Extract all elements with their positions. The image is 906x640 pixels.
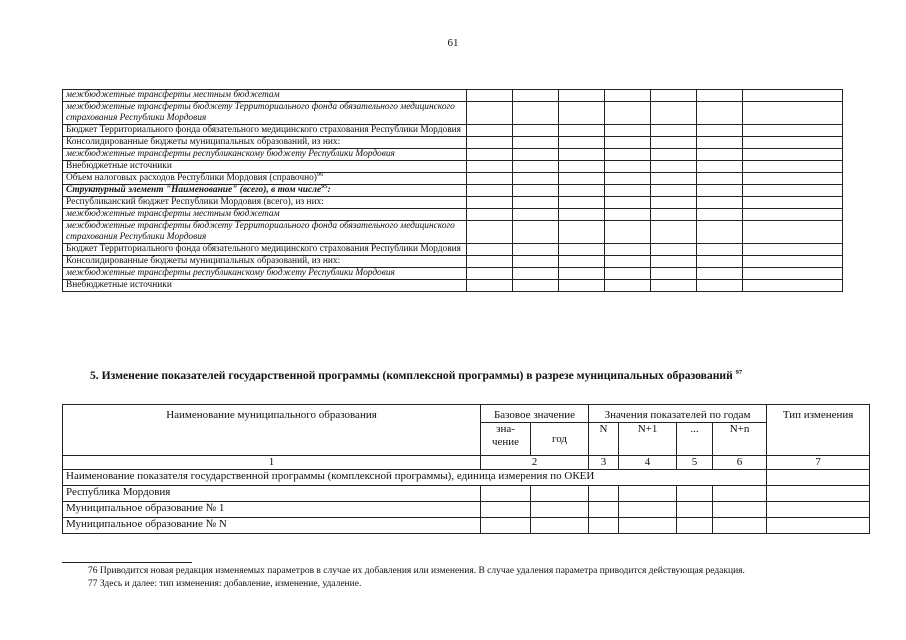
budget-cell [651,280,697,292]
column-number: 4 [619,456,677,470]
budget-cell [651,197,697,209]
budget-cell [697,256,743,268]
budget-cell [743,185,843,197]
budget-row [63,161,843,173]
budget-cell [467,244,513,256]
budget-cell [513,244,559,256]
header-year-n1: N+1 [619,423,677,456]
budget-cell [559,209,605,221]
budget-cell [697,197,743,209]
budget-cell [513,185,559,197]
header-values-by-year: Значения показателей по годам [589,405,767,423]
budget-cell [605,221,651,244]
budget-cell [467,125,513,137]
column-numbers-row [63,456,870,470]
budget-row-label: межбюджетные трансферты бюджету Территориального фонда обязательного медицинского страхования Республики Мордовия [63,221,467,244]
footnote-separator [62,562,192,563]
municipality-cell [767,518,870,534]
budget-table [62,89,843,292]
municipality-cell [677,518,713,534]
budget-cell [559,173,605,185]
budget-cell [467,280,513,292]
budget-cell [743,280,843,292]
budget-cell [559,256,605,268]
budget-cell [651,149,697,161]
municipality-name: Муниципальное образование № 1 [63,502,481,518]
budget-cell [651,102,697,125]
municipality-row [63,502,870,518]
budget-cell [467,161,513,173]
budget-row-label: Республиканский бюджет Республики Мордовия (всего), из них: [63,197,467,209]
budget-row-label: межбюджетные трансферты республиканскому бюджету Республики Мордовия [63,268,467,280]
budget-cell [697,268,743,280]
budget-cell [743,173,843,185]
municipality-cell [767,486,870,502]
budget-cell [605,268,651,280]
budget-cell [605,185,651,197]
budget-row [63,125,843,137]
municipality-cell [481,486,531,502]
budget-cell [743,268,843,280]
budget-cell [697,161,743,173]
budget-cell [513,125,559,137]
budget-cell [651,221,697,244]
budget-cell [605,125,651,137]
header-year: год [531,423,589,456]
budget-cell [697,149,743,161]
column-number: 2 [481,456,589,470]
budget-row-label: межбюджетные трансферты местным бюджетам [63,209,467,221]
budget-cell [605,137,651,149]
budget-cell [559,149,605,161]
budget-cell [559,244,605,256]
budget-row [63,244,843,256]
budget-cell [697,90,743,102]
budget-cell [651,209,697,221]
budget-cell [513,149,559,161]
municipality-name: Муниципальное образование № N [63,518,481,534]
budget-row-label: Внебюджетные источники [63,280,467,292]
budget-cell [559,125,605,137]
budget-cell [513,102,559,125]
budget-row [63,256,843,268]
indicator-row: Наименование показателя государственной программы (комплексной программы), единица измерения по ОКЕИ [63,470,767,486]
budget-row-label: межбюджетные трансферты бюджету Территориального фонда обязательного медицинского страхования Республики Мордовия [63,102,467,125]
budget-cell [743,197,843,209]
municipality-cell [531,518,589,534]
budget-cell [605,90,651,102]
header-year-nn: N+n [713,423,767,456]
budget-cell [651,90,697,102]
budget-cell [697,280,743,292]
municipality-cell [531,502,589,518]
budget-cell [467,90,513,102]
budget-row-label: Внебюджетные источники [63,161,467,173]
footnote-77: 77 Здесь и далее: тип изменения: добавление, изменение, удаление. [88,579,362,589]
budget-cell [651,244,697,256]
municipal-indicators-table [62,404,870,534]
budget-cell [467,209,513,221]
budget-cell [743,221,843,244]
municipality-cell [589,518,619,534]
municipality-cell [767,502,870,518]
budget-cell [513,268,559,280]
municipality-cell [481,502,531,518]
budget-row [63,102,843,125]
budget-cell [467,268,513,280]
budget-cell [513,197,559,209]
budget-cell [651,173,697,185]
budget-cell [513,221,559,244]
municipality-cell [677,502,713,518]
budget-row [63,137,843,149]
budget-cell [697,221,743,244]
municipality-cell [531,486,589,502]
budget-cell [559,185,605,197]
budget-cell [513,161,559,173]
budget-cell [467,256,513,268]
budget-cell [651,125,697,137]
budget-cell [605,149,651,161]
column-number: 3 [589,456,619,470]
budget-row-label: Объем налоговых расходов Республики Мордовия (справочно)$^{96}$ [63,173,467,185]
budget-cell [743,102,843,125]
budget-row [63,185,843,197]
budget-row [63,221,843,244]
municipality-row [63,518,870,534]
budget-cell [467,102,513,125]
budget-cell [605,256,651,268]
budget-cell [697,137,743,149]
budget-cell [605,197,651,209]
budget-row [63,173,843,185]
budget-row [63,149,843,161]
municipality-cell [619,502,677,518]
header-year-n: N [589,423,619,456]
budget-row-label: межбюджетные трансферты республиканскому бюджету Республики Мордовия [63,149,467,161]
column-number: 7 [767,456,870,470]
municipality-row [63,486,870,502]
municipality-cell [713,502,767,518]
budget-cell [651,256,697,268]
budget-cell [513,256,559,268]
budget-cell [697,185,743,197]
budget-cell [743,137,843,149]
budget-cell [651,185,697,197]
municipality-cell [589,502,619,518]
budget-cell [513,173,559,185]
budget-cell [467,185,513,197]
budget-cell [513,137,559,149]
header-value: зна-чение [481,423,531,456]
budget-cell [651,161,697,173]
budget-cell [743,209,843,221]
budget-cell [743,244,843,256]
budget-row-label: Консолидированные бюджеты муниципальных образований, из них: [63,137,467,149]
budget-cell [467,197,513,209]
footnote-76: 76 Приводится новая редакция изменяемых параметров в случае их добавления или изменения. В случае удаления параметра приводится действующая редакция. [88,566,745,576]
section-5-title: 5. Изменение показателей государственной программы (комплексной программы) в разрезе муниципальных образований $^{97}$ [90,369,743,382]
budget-cell [605,244,651,256]
budget-row-label: Бюджет Территориального фонда обязательного медицинского страхования Республики Мордовия [63,125,467,137]
budget-cell [513,280,559,292]
municipality-name: Республика Мордовия [63,486,481,502]
column-number: 6 [713,456,767,470]
municipality-cell [713,486,767,502]
budget-cell [559,102,605,125]
column-number: 5 [677,456,713,470]
budget-cell [467,173,513,185]
budget-row-label: Структурный элемент "Наименование" (всего), в том числе$^{95}$: [63,185,467,197]
municipality-cell [589,486,619,502]
budget-cell [743,125,843,137]
budget-cell [697,173,743,185]
budget-row [63,90,843,102]
municipality-cell [713,518,767,534]
budget-cell [605,161,651,173]
budget-cell [605,102,651,125]
budget-cell [651,137,697,149]
municipality-cell [481,518,531,534]
municipality-cell [619,518,677,534]
budget-cell [605,173,651,185]
budget-cell [697,209,743,221]
budget-cell [651,268,697,280]
budget-cell [467,137,513,149]
header-year-dots: ... [677,423,713,456]
budget-cell [559,137,605,149]
budget-row [63,197,843,209]
budget-row-label: межбюджетные трансферты местным бюджетам [63,90,467,102]
municipality-cell [677,486,713,502]
budget-cell [467,221,513,244]
budget-row [63,209,843,221]
budget-cell [559,161,605,173]
budget-cell [559,268,605,280]
budget-cell [559,280,605,292]
budget-row [63,280,843,292]
budget-row-label: Консолидированные бюджеты муниципальных образований, из них: [63,256,467,268]
page-number: 61 [447,37,459,49]
budget-cell [605,209,651,221]
budget-cell [697,102,743,125]
budget-cell [743,149,843,161]
budget-cell [743,256,843,268]
budget-row-label: Бюджет Территориального фонда обязательного медицинского страхования Республики Мордовия [63,244,467,256]
header-base-value: Базовое значение [481,405,589,423]
header-change-type: Тип изменения [767,405,870,456]
budget-cell [513,209,559,221]
budget-cell [697,125,743,137]
column-number: 1 [63,456,481,470]
budget-cell [559,197,605,209]
budget-cell [743,161,843,173]
budget-row [63,268,843,280]
budget-cell [559,221,605,244]
municipality-cell [619,486,677,502]
header-municipality-name: Наименование муниципального образования [63,405,481,456]
budget-cell [605,280,651,292]
budget-cell [697,244,743,256]
budget-cell [559,90,605,102]
budget-cell [513,90,559,102]
budget-cell [743,90,843,102]
budget-cell [467,149,513,161]
